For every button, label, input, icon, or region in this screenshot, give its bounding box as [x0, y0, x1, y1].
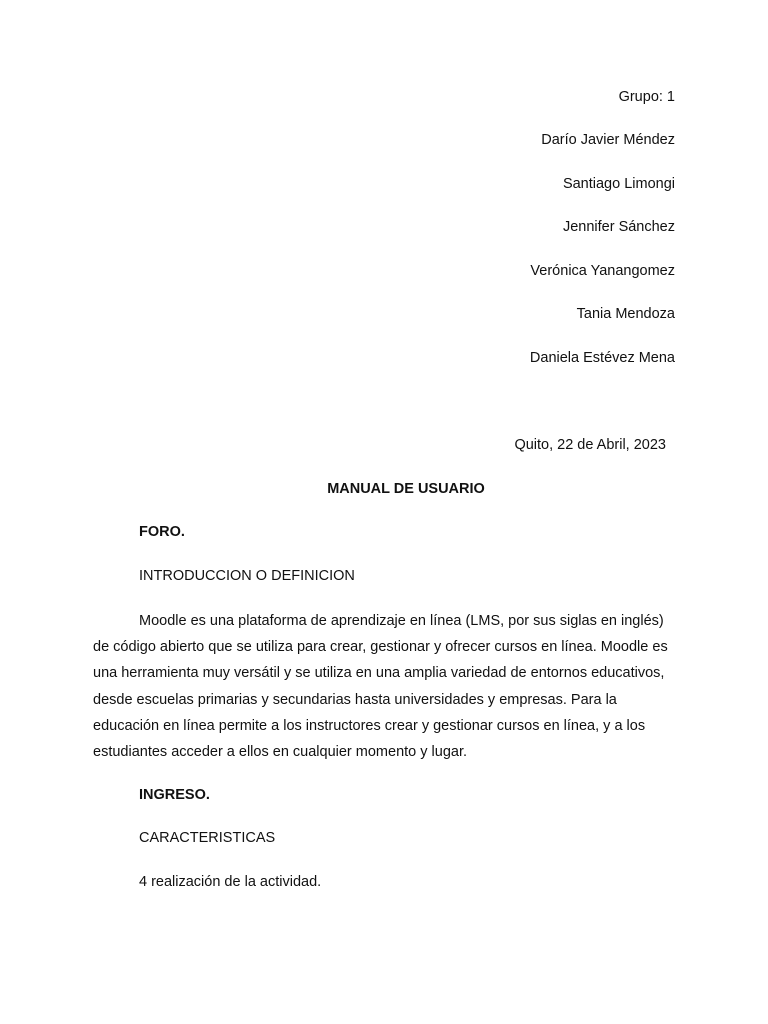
member-name: Santiago Limongi [562, 176, 675, 192]
member-name: Daniela Estévez Mena [529, 350, 675, 366]
group-label: Grupo: 1 [618, 89, 675, 105]
step-text: 4 realización de la actividad. [139, 874, 322, 890]
member-name: Jennifer Sánchez [562, 219, 675, 235]
member-name: Darío Javier Méndez [541, 132, 675, 148]
member-name: Verónica Yanangomez [530, 263, 675, 279]
section-heading-ingreso: INGRESO. [139, 787, 210, 803]
subsection-heading-intro: INTRODUCCION O DEFINICION [139, 568, 355, 584]
section-heading-foro: FORO. [139, 524, 185, 540]
place-date: Quito, 22 de Abril, 2023 [514, 437, 666, 453]
member-name: Tania Mendoza [576, 306, 675, 322]
document-title: MANUAL DE USUARIO [327, 481, 485, 497]
intro-paragraph: Moodle es una plataforma de aprendizaje en línea (LMS, por sus siglas en inglés) de código abierto que se utiliza para crear, gestionar y ofrecer cursos en línea. Moodle es una herramienta muy versátil y se utiliza en una amplia variedad de entornos educativos, desde escuelas primarias y secundarias hasta universidades y empresas. Para la educación en línea permite a los instructores crear y gestionar cursos en línea, y a los estudiantes acceder a ellos en cualquier momento y lugar. [93, 613, 668, 761]
subsection-heading-caracteristicas: CARACTERISTICAS [139, 830, 276, 846]
